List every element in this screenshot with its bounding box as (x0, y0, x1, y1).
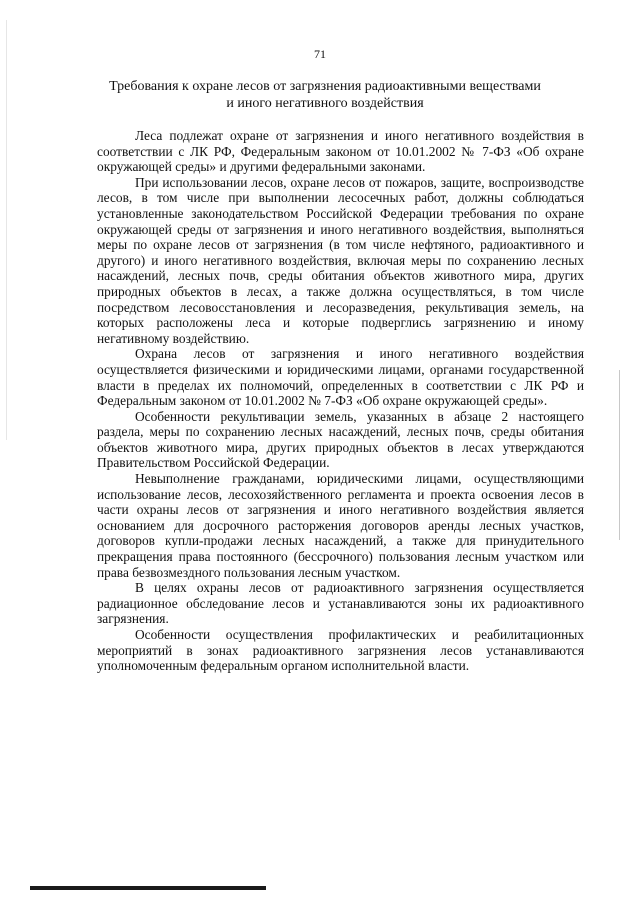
scan-edge-mark-right (619, 370, 620, 540)
footer-rule (30, 886, 266, 890)
page-number: 71 (314, 47, 326, 61)
body-text (97, 128, 584, 674)
paragraph: Невыполнение гражданами, юридическими лицами, осуществляющими использование лесов, лесохозяйственного регламента и проекта освоения лесов в части охраны лесов от загрязнения и иного негативного воздействия является основанием для досрочного расторжения договоров аренды лесных участков, договоров купли-продажи лесных насаждений, а также для принудительного прекращения права постоянного (бессрочного) пользования лесным участком или права безвозмездного пользования лесным участком. (97, 471, 584, 580)
paragraph: Охрана лесов от загрязнения и иного негативного воздействия осуществляется физическими и юридическими лицами, органами государственной власти в пределах их полномочий, определенных в соответствии с ЛК РФ и Федеральным законом от 10.01.2002 № 7-ФЗ «Об охране окружающей среды». (97, 346, 584, 409)
section-title-line: и иного негативного воздействия (226, 96, 424, 111)
paragraph: В целях охраны лесов от радиоактивного загрязнения осуществляется радиационное обследование лесов и устанавливаются зоны их радиоактивного загрязнения. (97, 580, 584, 627)
paragraph: При использовании лесов, охране лесов от пожаров, защите, воспроизводстве лесов, в том числе при выполнении лесосечных работ, должны соблюдаться установленные законодательством Российской Федерации требования по охране окружающей среды от загрязнения и иного негативного воздействия, выполняться меры по охране лесов от загрязнения (в том числе нефтяного, радиоактивного и другого) и иного негативного воздействия, включая меры по сохранению лесных насаждений, лесных почв, среды обитания объектов животного мира, других природных объектов в лесах, а также должна осуществляться, в том числе посредством лесовосстановления и лесоразведения, рекультивация земель, на которых расположены леса и которые подверглись загрязнению и иному негативному воздействию. (97, 174, 584, 346)
paragraph: Особенности осуществления профилактических и реабилитационных мероприятий в зонах радиоактивного загрязнения лесов устанавливаются уполномоченным федеральным органом исполнительной власти. (97, 627, 584, 674)
scan-edge-mark-left (6, 20, 7, 440)
paragraph: Леса подлежат охране от загрязнения и иного негативного воздействия в соответствии с ЛК РФ, Федеральным законом от 10.01.2002 № 7-ФЗ «Об охране окружающей среды» и другими федеральными законами. (97, 128, 584, 175)
paragraph: Особенности рекультивации земель, указанных в абзаце 2 настоящего раздела, меры по сохранению лесных насаждений, лесных почв, среды обитания объектов животного мира, других природных объектов в лесах утверждаются Правительством Российской Федерации. (97, 408, 584, 471)
section-title (90, 78, 560, 112)
section-title-line: Требования к охране лесов от загрязнения радиоактивными веществами (109, 79, 541, 94)
